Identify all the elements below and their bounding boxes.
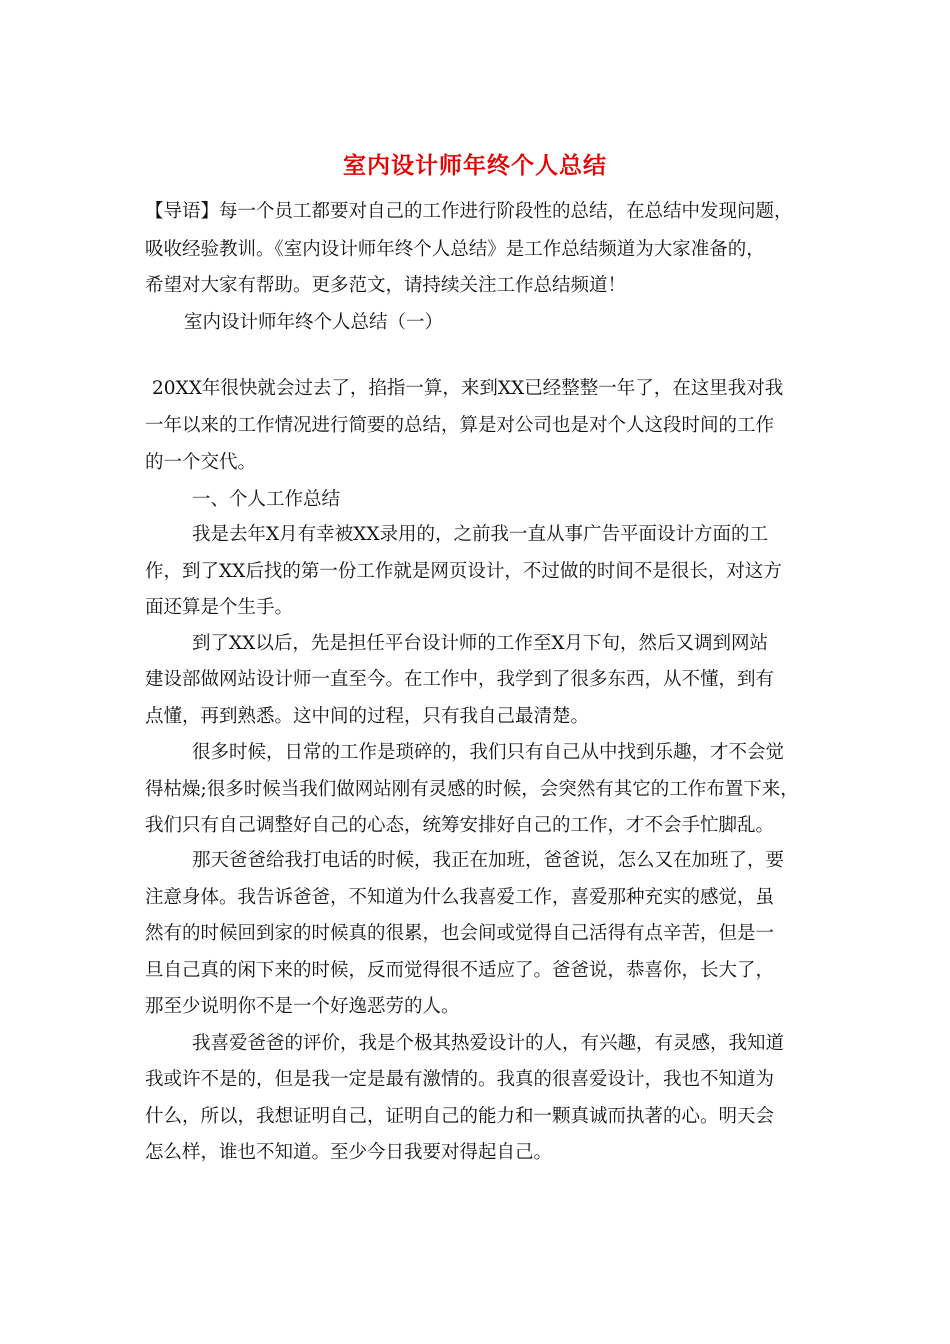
paragraph-line: 我或许不是的，但是我一定是最有激情的。我真的很喜爱设计，我也不知道为 [145, 1069, 775, 1090]
intro-line-2: 吸收经验教训。《室内设计师年终个人总结》是工作总结频道为大家准备的， [145, 239, 765, 260]
paragraph-line: 20XX年很快就会过去了，掐指一算，来到XX已经整整一年了，在这里我对我 [152, 378, 784, 399]
paragraph-line: 作，到了XX后找的第一份工作就是网页设计，不过做的时间不是很长，对这方 [145, 561, 782, 582]
paragraph-line: 我们只有自己调整好自己的心态，统筹安排好自己的工作，才不会手忙脚乱。 [145, 815, 775, 836]
paragraph-line: 什么，所以，我想证明自己，证明自己的能力和一颗真诚而执著的心。明天会 [145, 1106, 775, 1127]
paragraph-line: 旦自己真的闲下来的时候，反而觉得很不适应了。爸爸说，恭喜你，长大了， [145, 960, 775, 981]
paragraph-line: 很多时候，日常的工作是琐碎的，我们只有自己从中找到乐趣，才不会觉 [192, 742, 785, 763]
paragraph-line: 面还算是个生手。 [145, 597, 294, 618]
heading-personal-work-summary: 一、个人工作总结 [192, 489, 341, 510]
paragraph-line: 注意身体。我告诉爸爸，不知道为什么我喜爱工作，喜爱那种充实的感觉，虽 [145, 887, 775, 908]
paragraph-line: 然有的时候回到家的时候真的很累，也会间或觉得自己活得有点辛苦，但是一 [145, 923, 775, 944]
paragraph-line: 点懂，再到熟悉。这中间的过程，只有我自己最清楚。 [145, 706, 590, 727]
document-title: 室内设计师年终个人总结 [343, 153, 607, 179]
paragraph-line: 建设部做网站设计师一直至今。在工作中，我学到了很多东西，从不懂，到有 [145, 669, 775, 690]
paragraph-line: 我是去年X月有幸被XX录用的，之前我一直从事广告平面设计方面的工 [192, 524, 769, 545]
paragraph-line: 怎么样，谁也不知道。至少今日我要对得起自己。 [145, 1142, 553, 1163]
paragraph-line: 那至少说明你不是一个好逸恶劳的人。 [145, 996, 460, 1017]
paragraph-line: 到了XX以后，先是担任平台设计师的工作至X月下旬，然后又调到网站 [192, 633, 769, 654]
paragraph-line: 的一个交代。 [145, 452, 257, 473]
paragraph-line: 得枯燥;很多时候当我们做网站刚有灵感的时候，会突然有其它的工作布置下来， [145, 779, 799, 800]
paragraph-line: 我喜爱爸爸的评价，我是个极其热爱设计的人，有兴趣，有灵感，我知道 [192, 1033, 785, 1054]
intro-line-1: 【导语】每一个员工都要对自己的工作进行阶段性的总结，在总结中发现问题， [145, 201, 793, 222]
intro-line-3: 希望对大家有帮助。更多范文，请持续关注工作总结频道！ [145, 275, 627, 296]
section-title: 室内设计师年终个人总结（一） [184, 312, 444, 333]
paragraph-line: 那天爸爸给我打电话的时候，我正在加班，爸爸说，怎么又在加班了，要 [192, 850, 785, 871]
paragraph-line: 一年以来的工作情况进行简要的总结，算是对公司也是对个人这段时间的工作 [145, 415, 775, 436]
